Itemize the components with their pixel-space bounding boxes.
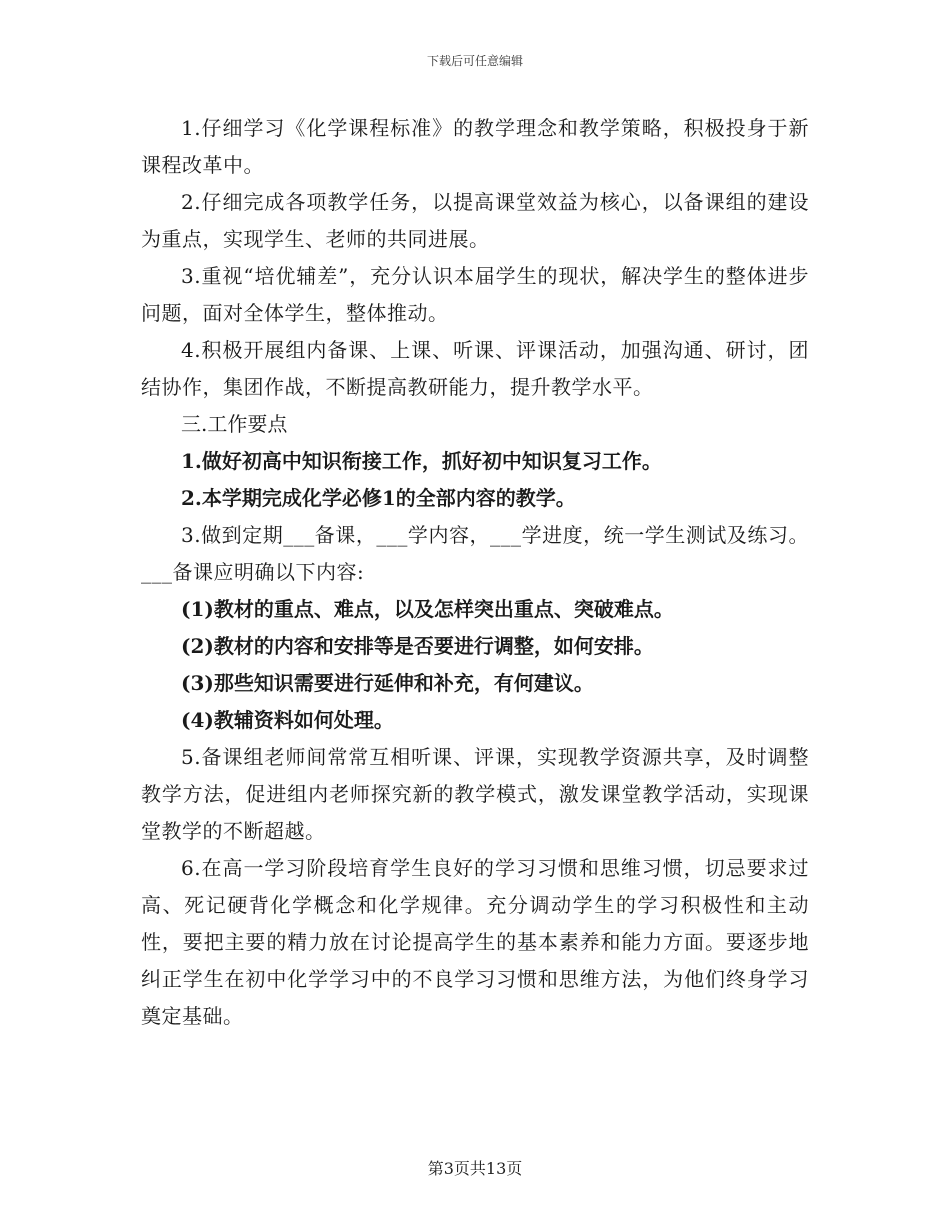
sub-item-4: (4)教辅资料如何处理。 <box>181 708 394 732</box>
paragraph-3: 3.重视“培优辅差”，充分认识本届学生的现状，解决学生的整体进步问题，面对全体学生，整体推动。 <box>141 264 809 325</box>
key-point-6: 6.在高一学习阶段培育学生良好的学习习惯和思维习惯，切忌要求过高、死记硬背化学概念和化学规律。充分调动学生的学习积极性和主动性，要把主要的精力放在讨论提高学生的基本素养和能力方面。要逐步地纠正学生在初中化学学习中的不良学习习惯和思维方法，为他们终身学习奠定基础。 <box>141 856 809 1028</box>
key-point-3: 3.做到定期___备课，___学内容，___学进度，统一学生测试及练习。___备课应明确以下内容: <box>141 523 809 584</box>
paragraph-2: 2.仔细完成各项教学任务，以提高课堂效益为核心，以备课组的建设为重点，实现学生、老师的共同进展。 <box>141 190 809 251</box>
paragraph-4: 4.积极开展组内备课、上课、听课、评课活动，加强沟通、研讨，团结协作，集团作战，不断提高教研能力，提升教学水平。 <box>141 338 809 399</box>
sub-item-1: (1)教材的重点、难点，以及怎样突出重点、突破难点。 <box>181 597 674 621</box>
document-body <box>141 110 809 1035</box>
key-point-2: 2.本学期完成化学必修1的全部内容的教学。 <box>181 486 576 510</box>
page-header: 下载后可任意编辑 <box>426 54 523 68</box>
key-point-1: 1.做好初高中知识衔接工作，抓好初中知识复习工作。 <box>181 449 662 473</box>
key-point-5: 5.备课组老师间常常互相听课、评课，实现教学资源共享，及时调整教学方法，促进组内老师探究新的教学模式，激发课堂教学活动，实现课堂教学的不断超越。 <box>141 745 809 843</box>
sub-item-3: (3)那些知识需要进行延伸和补充，有何建议。 <box>181 671 594 695</box>
sub-item-2: (2)教材的内容和安排等是否要进行调整，如何安排。 <box>181 634 654 658</box>
section-heading: 三.工作要点 <box>181 412 288 436</box>
page-footer: 第3页共13页 <box>427 1159 523 1178</box>
paragraph-1: 1.仔细学习《化学课程标准》的教学理念和教学策略，积极投身于新课程改革中。 <box>141 116 809 177</box>
